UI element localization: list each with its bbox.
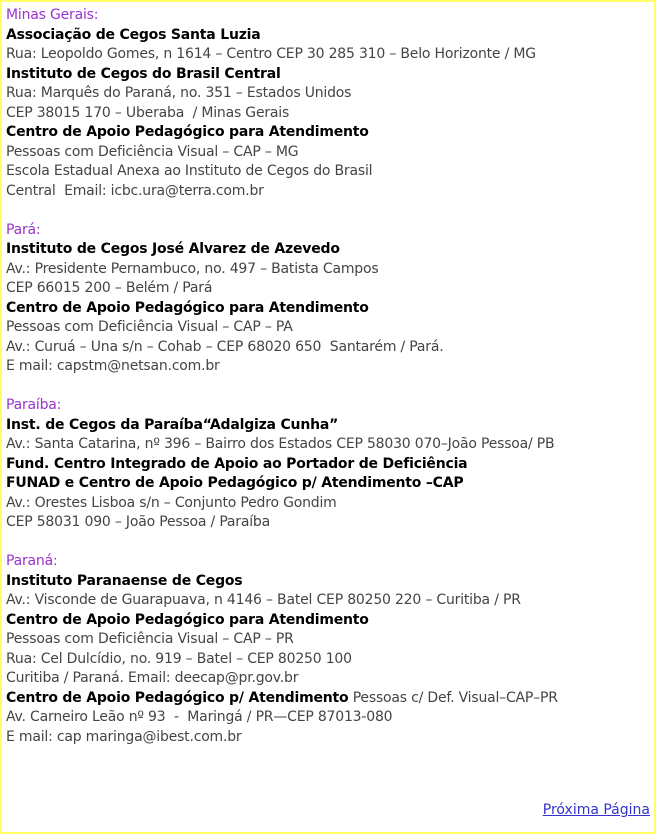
address-line: CEP 38015 170 – Uberaba / Minas Gerais: [6, 104, 290, 121]
state-heading: Paraná:: [6, 553, 58, 569]
next-page-link[interactable]: Próxima Página: [542, 802, 650, 818]
institution-name-text: Centro de Apoio Pedagógico para Atendimento: [6, 124, 369, 140]
address-line: Pessoas com Deficiência Visual – CAP – PA: [6, 319, 293, 335]
institution-name: [6, 474, 650, 494]
address-line: Central Email: icbc.ura@terra.com.br: [6, 182, 264, 199]
state-heading: Pará:: [6, 221, 41, 238]
institution-name-text: Instituto de Cegos José Alvarez de Azevedo: [6, 241, 340, 257]
address-line: Rua: Cel Dulcídio, no. 919 – Batel – CEP 80250 100: [6, 650, 352, 667]
address-line: Rua: Leopoldo Gomes, n 1614 – Centro CEP 30 285 310 – Belo Horizonte / MG: [6, 46, 536, 62]
state-heading: Minas Gerais:: [6, 7, 99, 23]
institution-name: [6, 123, 650, 143]
institution-name: [6, 455, 650, 475]
state-section: [6, 396, 650, 533]
institution-name-text: Centro de Apoio Pedagógico para Atendimento: [6, 299, 369, 316]
state-section: [6, 552, 650, 747]
institution-name-text: FUNAD e Centro de Apoio Pedagógico p/ Atendimento –CAP: [6, 475, 464, 491]
address-line: E mail: capstm@netsan.com.br: [6, 358, 220, 374]
institution-name-text: Associação de Cegos Santa Luzia: [6, 26, 261, 43]
address-line: Escola Estadual Anexa ao Instituto de Cegos do Brasil: [6, 163, 373, 179]
institution-name-text: Instituto de Cegos do Brasil Central: [6, 65, 281, 82]
state-section: [6, 6, 650, 201]
institution-name-text: Centro de Apoio Pedagógico para Atendimento: [6, 611, 369, 628]
institution-name: [6, 65, 650, 85]
institution-name-text: Centro de Apoio Pedagógico p/ Atendimento: [6, 689, 349, 706]
institution-name-text: Instituto Paranaense de Cegos: [6, 572, 243, 589]
institution-name: [6, 611, 650, 631]
address-line: Av.: Orestes Lisboa s/n – Conjunto Pedro Gondim: [6, 494, 337, 511]
address-list: [6, 6, 650, 767]
address-line: E mail: cap maringa@ibest.com.br: [6, 728, 242, 745]
address-line: Av.: Presidente Pernambuco, no. 497 – Batista Campos: [6, 260, 379, 277]
address-line: Av.: Santa Catarina, nº 396 – Bairro dos Estados CEP 58030 070–João Pessoa/ PB: [6, 436, 555, 452]
address-line: Rua: Marquês do Paraná, no. 351 – Estados Unidos: [6, 85, 352, 101]
address-line: CEP 58031 090 – João Pessoa / Paraíba: [6, 514, 271, 530]
state-heading: Paraíba:: [6, 397, 62, 413]
institution-name: [6, 299, 650, 319]
address-line: CEP 66015 200 – Belém / Pará: [6, 280, 213, 296]
institution-name: [6, 572, 650, 592]
address-text: Pessoas c/ Def. Visual–CAP–PR: [348, 689, 558, 706]
institution-name: [6, 240, 650, 260]
institution-name: [6, 416, 650, 436]
institution-name: [6, 689, 650, 709]
institution-name: [6, 26, 650, 46]
institution-name-text: Fund. Centro Integrado de Apoio ao Portador de Deficiência: [6, 455, 468, 472]
state-section: [6, 221, 650, 377]
address-line: Curitiba / Paraná. Email: deecap@pr.gov.br: [6, 670, 299, 686]
institution-name-text: Inst. de Cegos da Paraíba“Adalgiza Cunha”: [6, 416, 339, 433]
address-line: Av. Carneiro Leão nº 93 - Maringá / PR—CEP 87013-080: [6, 709, 393, 725]
address-line: Av.: Curuá – Una s/n – Cohab – CEP 68020 650 Santarém / Pará.: [6, 338, 444, 355]
address-line: Pessoas com Deficiência Visual – CAP – PR: [6, 631, 294, 647]
address-line: Pessoas com Deficiência Visual – CAP – MG: [6, 143, 299, 160]
address-line: Av.: Visconde de Guarapuava, n 4146 – Batel CEP 80250 220 – Curitiba / PR: [6, 592, 521, 608]
